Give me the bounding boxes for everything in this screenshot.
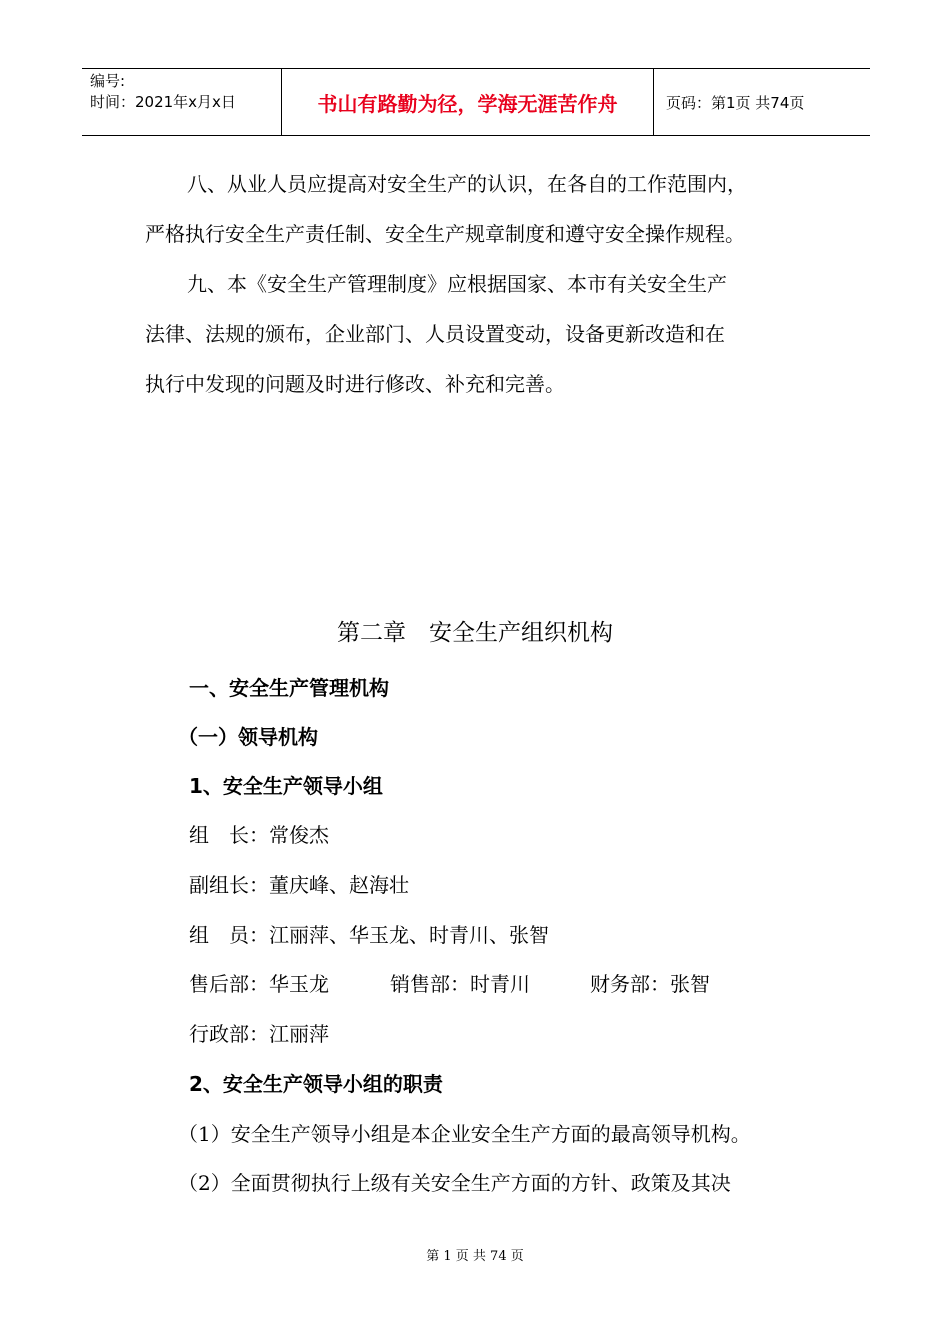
chapter-title: 第二章 安全生产组织机构 bbox=[337, 620, 613, 646]
header-page-info: 页码：第1页 共74页 bbox=[666, 93, 805, 112]
page-header bbox=[82, 68, 870, 136]
paragraph-9 bbox=[145, 259, 815, 409]
paragraph-8-line-1: 八、从业人员应提高对安全生产的认识，在各自的工作范围内， bbox=[187, 172, 747, 196]
duty-1: （1）安全生产领导小组是本企业安全生产方面的最高领导机构。 bbox=[178, 1122, 751, 1146]
dept-sales: 销售部：时青川 bbox=[390, 972, 530, 996]
paragraph-9-line-2: 法律、法规的颁布，企业部门、人员设置变动，设备更新改造和在 bbox=[145, 322, 725, 346]
paragraph-8 bbox=[145, 159, 815, 259]
section-heading: 一、安全生产管理机构 bbox=[189, 676, 389, 700]
dept-admin: 行政部：江丽萍 bbox=[189, 1022, 329, 1046]
dept-finance: 财务部：张智 bbox=[590, 972, 710, 996]
paragraph-8-line-2: 严格执行安全生产责任制、安全生产规章制度和遵守安全操作规程。 bbox=[145, 222, 745, 246]
deputy-line: 副组长：董庆峰、赵海壮 bbox=[189, 873, 409, 897]
duty-2: （2）全面贯彻执行上级有关安全生产方面的方针、政策及其决 bbox=[178, 1171, 731, 1195]
time-label: 时间：2021年x月x日 bbox=[90, 93, 236, 111]
dept-after-sales: 售后部：华玉龙 bbox=[189, 972, 329, 996]
members-line: 组 员：江丽萍、华玉龙、时青川、张智 bbox=[189, 923, 549, 947]
paragraph-9-line-1: 九、本《安全生产管理制度》应根据国家、本市有关安全生产 bbox=[187, 272, 727, 296]
number-label: 编号: bbox=[90, 72, 126, 90]
item-heading-1: 1、安全生产领导小组 bbox=[189, 774, 383, 798]
header-motto: 书山有路勤为径，学海无涯苦作舟 bbox=[282, 69, 654, 135]
paragraph-9-line-3: 执行中发现的问题及时进行修改、补充和完善。 bbox=[145, 372, 565, 396]
page-footer: 第 1 页 共 74 页 bbox=[426, 1249, 524, 1264]
subsection-heading: （一）领导机构 bbox=[178, 725, 318, 749]
header-meta bbox=[82, 69, 282, 135]
leader-line: 组 长：常俊杰 bbox=[189, 823, 329, 847]
item-heading-2: 2、安全生产领导小组的职责 bbox=[189, 1072, 443, 1096]
